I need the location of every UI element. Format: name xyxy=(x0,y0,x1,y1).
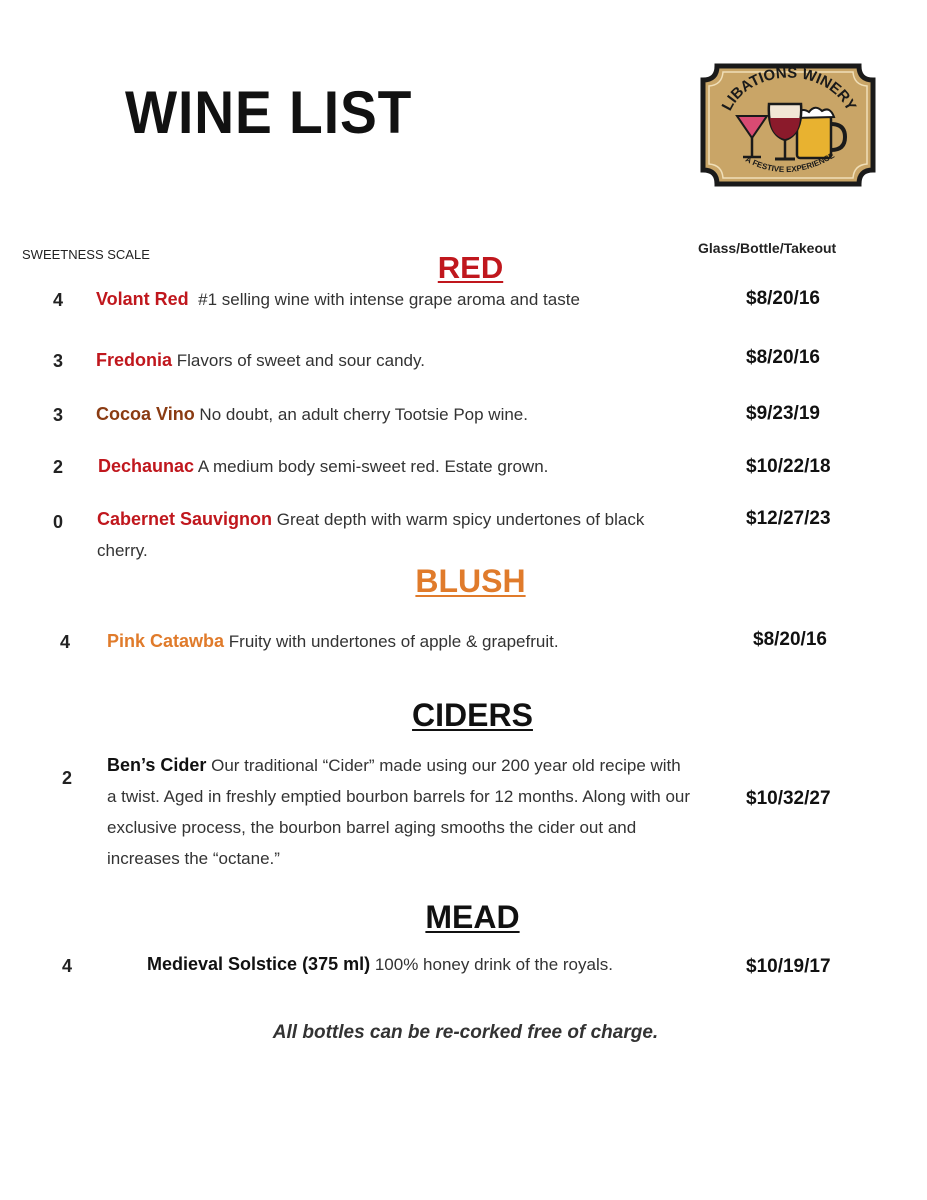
sweetness-value: 2 xyxy=(53,457,64,477)
item-name: Pink Catawba xyxy=(107,631,225,651)
logo-tagline: A FESTIVE EXPERIENCE xyxy=(743,150,837,175)
menu-item-bens-cider xyxy=(107,750,692,874)
menu-item-cocoa-vino xyxy=(96,399,528,430)
logo-brand-text: LIBATIONS WINERY xyxy=(718,64,860,114)
item-description: Flavors of sweet and sour candy. xyxy=(176,351,425,370)
sweetness-value: 4 xyxy=(62,956,73,976)
item-description: Fruity with undertones of apple & grapefruit. xyxy=(228,632,559,651)
item-price: $10/19/17 xyxy=(746,956,831,977)
section-heading-ciders: CIDERS xyxy=(412,697,533,733)
item-name: Dechaunac xyxy=(98,456,195,476)
sweetness-value: 4 xyxy=(60,632,71,652)
sweetness-value: 2 xyxy=(62,768,73,788)
sweetness-value: 3 xyxy=(53,351,64,371)
price-column-header: Glass/Bottle/Takeout xyxy=(698,240,837,256)
item-description: Great depth with warm spicy undertones of black cherry. xyxy=(97,510,645,560)
menu-item-medieval-solstice xyxy=(147,949,613,980)
item-price: $10/32/27 xyxy=(746,788,831,809)
item-name: Ben’s Cider xyxy=(107,755,207,775)
item-name: Fredonia xyxy=(96,350,173,370)
item-description: A medium body semi-sweet red. Estate grown. xyxy=(197,457,549,476)
item-name: Cabernet Sauvignon xyxy=(97,509,273,529)
menu-item-pink-catawba xyxy=(107,626,559,657)
item-description: Our traditional “Cider” made using our 200 year old recipe with a twist. Aged in freshly emptied bourbon barrels for 12 months. Along with our exclusive process, the bourbon barrel aging smooths the cider out and increases the “octane.” xyxy=(107,756,691,868)
sweetness-value: 0 xyxy=(53,512,64,532)
section-heading-mead: MEAD xyxy=(425,899,520,935)
page-title: WINE LIST xyxy=(125,79,413,146)
item-price: $8/20/16 xyxy=(746,347,820,368)
sweetness-value: 4 xyxy=(53,290,64,310)
item-price: $9/23/19 xyxy=(746,403,820,424)
item-name: Cocoa Vino xyxy=(96,404,195,424)
sweetness-scale-label: SWEETNESS SCALE xyxy=(22,247,150,262)
item-name: Volant Red xyxy=(96,289,189,309)
menu-item-dechaunac xyxy=(98,451,548,482)
item-price: $8/20/16 xyxy=(753,629,827,650)
item-description: 100% honey drink of the royals. xyxy=(374,955,613,974)
item-name: Medieval Solstice (375 ml) xyxy=(147,954,371,974)
libations-winery-logo xyxy=(697,58,879,192)
menu-item-volant-red xyxy=(96,284,580,315)
item-price: $10/22/18 xyxy=(746,456,831,477)
menu-item-cabernet-sauvignon xyxy=(97,504,697,566)
section-heading-red: RED xyxy=(437,250,504,285)
item-description: #1 selling wine with intense grape aroma and taste xyxy=(198,290,580,309)
sweetness-value: 3 xyxy=(53,405,64,425)
section-heading-blush: BLUSH xyxy=(415,563,526,599)
item-price: $12/27/23 xyxy=(746,508,831,529)
item-description: No doubt, an adult cherry Tootsie Pop wine. xyxy=(199,405,528,424)
footer-note: All bottles can be re-corked free of charge. xyxy=(272,1022,659,1043)
menu-item-fredonia xyxy=(96,345,425,376)
item-price: $8/20/16 xyxy=(746,288,820,309)
